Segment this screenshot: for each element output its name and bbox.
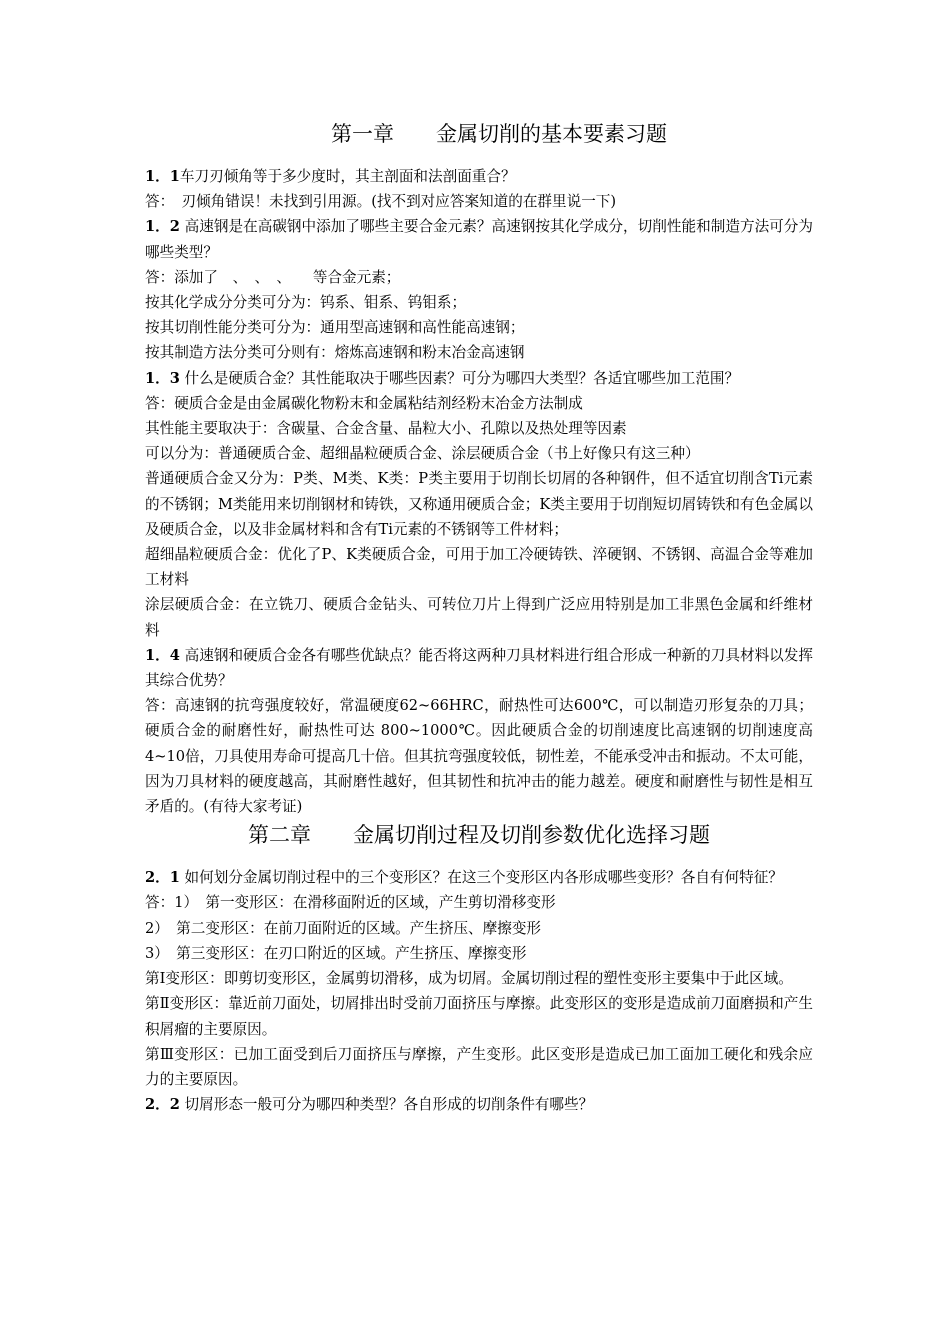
answer-line: 2） 第二变形区：在前刀面附近的区域。产生挤压、摩擦变形 xyxy=(145,919,542,937)
question-number: 1．1 xyxy=(145,168,180,185)
answer-line: 答：1） 第一变形区：在滑移面附近的区域，产生剪切滑移变形 xyxy=(145,894,556,912)
question-text: 切屑形态一般可分为哪四种类型？各自形成的切削条件有哪些？ xyxy=(184,1096,594,1114)
answer-line: 超细晶粒硬质合金：优化了P、K类硬质合金，可用于加工冷硬铸铁、淬硬钢、不锈钢、高温合金等难加工材料 xyxy=(145,546,813,589)
question-text: 高速钢和硬质合金各有哪些优缺点？能否将这两种刀具材料进行组合形成一种新的刀具材料以发挥其综合优势？ xyxy=(145,646,814,690)
answer-line: 第Ⅰ变形区：即剪切变形区，金属剪切滑移，成为切屑。金属切削过程的塑性变形主要集中于此区域。 xyxy=(145,970,793,988)
question-2-2 xyxy=(145,1092,813,1117)
answer-line: 答：硬质合金是由金属碳化物粉末和金属粘结剂经粉末冶金方法制成 xyxy=(145,394,583,412)
answer-line: 按其化学成分分类可分为：钨系、钼系、钨钼系； xyxy=(145,294,467,312)
chapter-2-title: 第二章 金属切削过程及切削参数优化选择习题 xyxy=(248,823,710,848)
answer-line: 其性能主要取决于：含碳量、合金含量、晶粒大小、孔隙以及热处理等因素 xyxy=(145,420,627,438)
question-number: 1．4 xyxy=(145,646,180,664)
question-1-3 xyxy=(145,366,813,391)
answer-line: 普通硬质合金又分为：P类、M类、K类：P类主要用于切削长切屑的各种钢件，但不适宜切削含Ti元素的不锈钢；M类能用来切削钢材和铸铁，又称通用硬质合金；K类主要用于切削短切屑铸铁和有色金属以及硬质合金，以及非金属材料和含有Ti元素的不锈钢等工件材料； xyxy=(145,470,813,538)
question-text: 如何划分金属切削过程中的三个变形区？在这三个变形区内各形成哪些变形？各自有何特征？ xyxy=(184,869,783,887)
answer-line: 答：添加了 、 、 、 等合金元素； xyxy=(145,268,401,286)
answer-line: 涂层硬质合金：在立铣刀、硬质合金钻头、可转位刀片上得到广泛应用特别是加工非黑色金属和纤维材料 xyxy=(145,596,813,639)
answer-1-4: 答：高速钢的抗弯强度较好，常温硬度62~66HRC，耐热性可达600℃，可以制造刃形复杂的刀具；硬质合金的耐磨性好，耐热性可达 800~1000℃。因此硬质合金的切削速度比高速钢的切削速度高4~10倍，刀具使用寿命可提高几十倍。但其抗弯强度较低，韧性差，不能承受冲击和振动。不太可能，因为刀具材料的硬度越高，其耐磨性越好，但其韧性和抗冲击的能力越差。硬度和耐磨性与韧性是相互矛盾的。(有待大家考证) xyxy=(145,697,813,816)
question-text: 什么是硬质合金？其性能取决于哪些因素？可分为哪四大类型？各适宜哪些加工范围？ xyxy=(184,369,740,387)
question-2-1 xyxy=(145,865,813,890)
question-1-1 xyxy=(145,164,813,189)
answer-1-1: 答： 刃倾角错误！未找到引用源。(找不到对应答案知道的在群里说一下) xyxy=(145,193,617,211)
question-1-2 xyxy=(145,214,813,264)
answer-line: 3） 第三变形区：在刃口附近的区域。产生挤压、摩擦变形 xyxy=(145,944,527,962)
answer-line: 按其制造方法分类可分则有：熔炼高速钢和粉末冶金高速钢 xyxy=(145,344,525,362)
question-text: 高速钢是在高碳钢中添加了哪些主要合金元素？高速钢按其化学成分，切削性能和制造方法可分为哪些类型？ xyxy=(145,218,814,261)
answer-line: 第Ⅲ变形区：已加工面受到后刀面挤压与摩擦，产生变形。此区变形是造成已加工面加工硬化和残余应力的主要原因。 xyxy=(145,1045,813,1088)
document-page xyxy=(145,118,813,1117)
question-number: 1．2 xyxy=(145,218,180,236)
answer-line: 第Ⅱ变形区：靠近前刀面处，切屑排出时受前刀面挤压与摩擦。此变形区的变形是造成前刀面磨损和产生积屑瘤的主要原因。 xyxy=(145,995,813,1038)
question-number: 1．3 xyxy=(145,369,180,387)
answer-line: 可以分为：普通硬质合金、超细晶粒硬质合金、涂层硬质合金（书上好像只有这三种） xyxy=(145,445,700,463)
question-number: 2．1 xyxy=(145,869,180,887)
chapter-1-title: 第一章 金属切削的基本要素习题 xyxy=(331,122,667,146)
answer-line: 按其切削性能分类可分为：通用型高速钢和高性能高速钢； xyxy=(145,319,525,337)
question-text: 车刀刃倾角等于多少度时，其主剖面和法剖面重合？ xyxy=(179,168,516,185)
question-1-4 xyxy=(145,643,813,693)
question-number: 2．2 xyxy=(145,1096,180,1114)
